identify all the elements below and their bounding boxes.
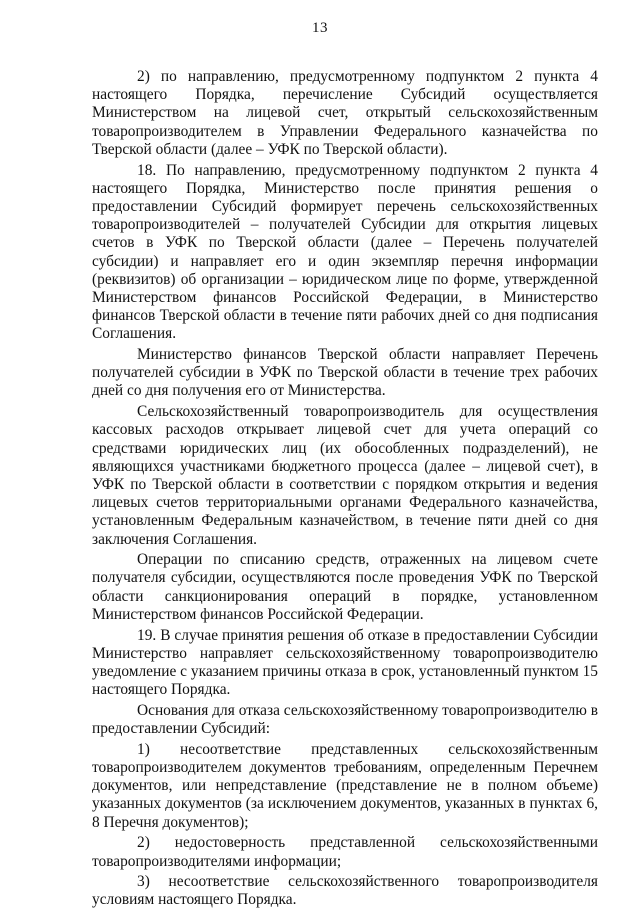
list-item-ground-2: 2) недостоверность представленной сельскохозяйственными товаропроизводителями информации; bbox=[92, 834, 598, 870]
paragraph-subitem-2-transfer: 2) по направлению, предусмотренному подпунктом 2 пункта 4 настоящего Порядка, перечисление Субсидий осуществляется Министерством на лицевой счет, открытый сельскохозяйственным товаропроизводителем в Управлении Федерального казначейства по Тверской области (далее – УФК по Тверской области). bbox=[92, 68, 598, 158]
paragraph-write-off-operations: Операции по списанию средств, отраженных на лицевом счете получателя субсидии, осуществляются после проведения УФК по Тверской области санкционирования операций в порядке, установленном Министерством финансов Российской Федерации. bbox=[92, 551, 598, 623]
paragraph-account-opening: Сельскохозяйственный товаропроизводитель для осуществления кассовых расходов открывает лицевой счет для учета операций со средствами юридических лиц (их обособленных подразделений), не являющихся участниками бюджетного процесса (далее – лицевой счет), в УФК по Тверской области в соответствии с порядком открытия и ведения лицевых счетов территориальными органами Федерального казначейства, установленным Федеральным казначейством, в течение пяти дней со дня заключения Соглашения. bbox=[92, 403, 598, 548]
list-item-ground-3: 3) несоответствие сельскохозяйственного товаропроизводителя условиям настоящего Порядка. bbox=[92, 873, 598, 909]
paragraph-19: 19. В случае принятия решения об отказе в предоставлении Субсидии Министерство направляет сельскохозяйственному товаропроизводителю уведомление с указанием причины отказа в срок, установленный пунктом 15 настоящего Порядка. bbox=[92, 626, 598, 699]
page-number: 13 bbox=[312, 20, 328, 36]
paragraph-refusal-grounds: Основания для отказа сельскохозяйственному товаропроизводителю в предоставлении Субсидий: bbox=[92, 701, 598, 738]
paragraph-18: 18. По направлению, предусмотренному подпунктом 2 пункта 4 настоящего Порядка, Министерство после принятия решения о предоставлении Субсидий формирует перечень сельскохозяйственных товаропроизводителей – получателей Субсидии для открытия лицевых счетов в УФК по Тверской области (далее – Перечень получателей субсидии) и направляет его и один экземпляр перечня информации (реквизитов) об организации – юридическом лице по форме, утвержденной Министерством финансов Российской Федерации, в Министерство финансов Тверской области в течение пяти рабочих дней со дня подписания Соглашения. bbox=[92, 161, 598, 343]
paragraph-ministry-finance-list: Министерство финансов Тверской области направляет Перечень получателей субсидии в УФК по Тверской области в течение трех рабочих дней со дня получения его от Министерства. bbox=[92, 346, 598, 400]
document-body bbox=[92, 68, 598, 912]
list-item-ground-1: 1) несоответствие представленных сельскохозяйственным товаропроизводителем документов требованиям, определенным Перечнем документов, или непредставление (представление не в полном объеме) указанных документов (за исключением документов, указанных в пунктах 6, 8 Перечня документов); bbox=[92, 740, 598, 831]
